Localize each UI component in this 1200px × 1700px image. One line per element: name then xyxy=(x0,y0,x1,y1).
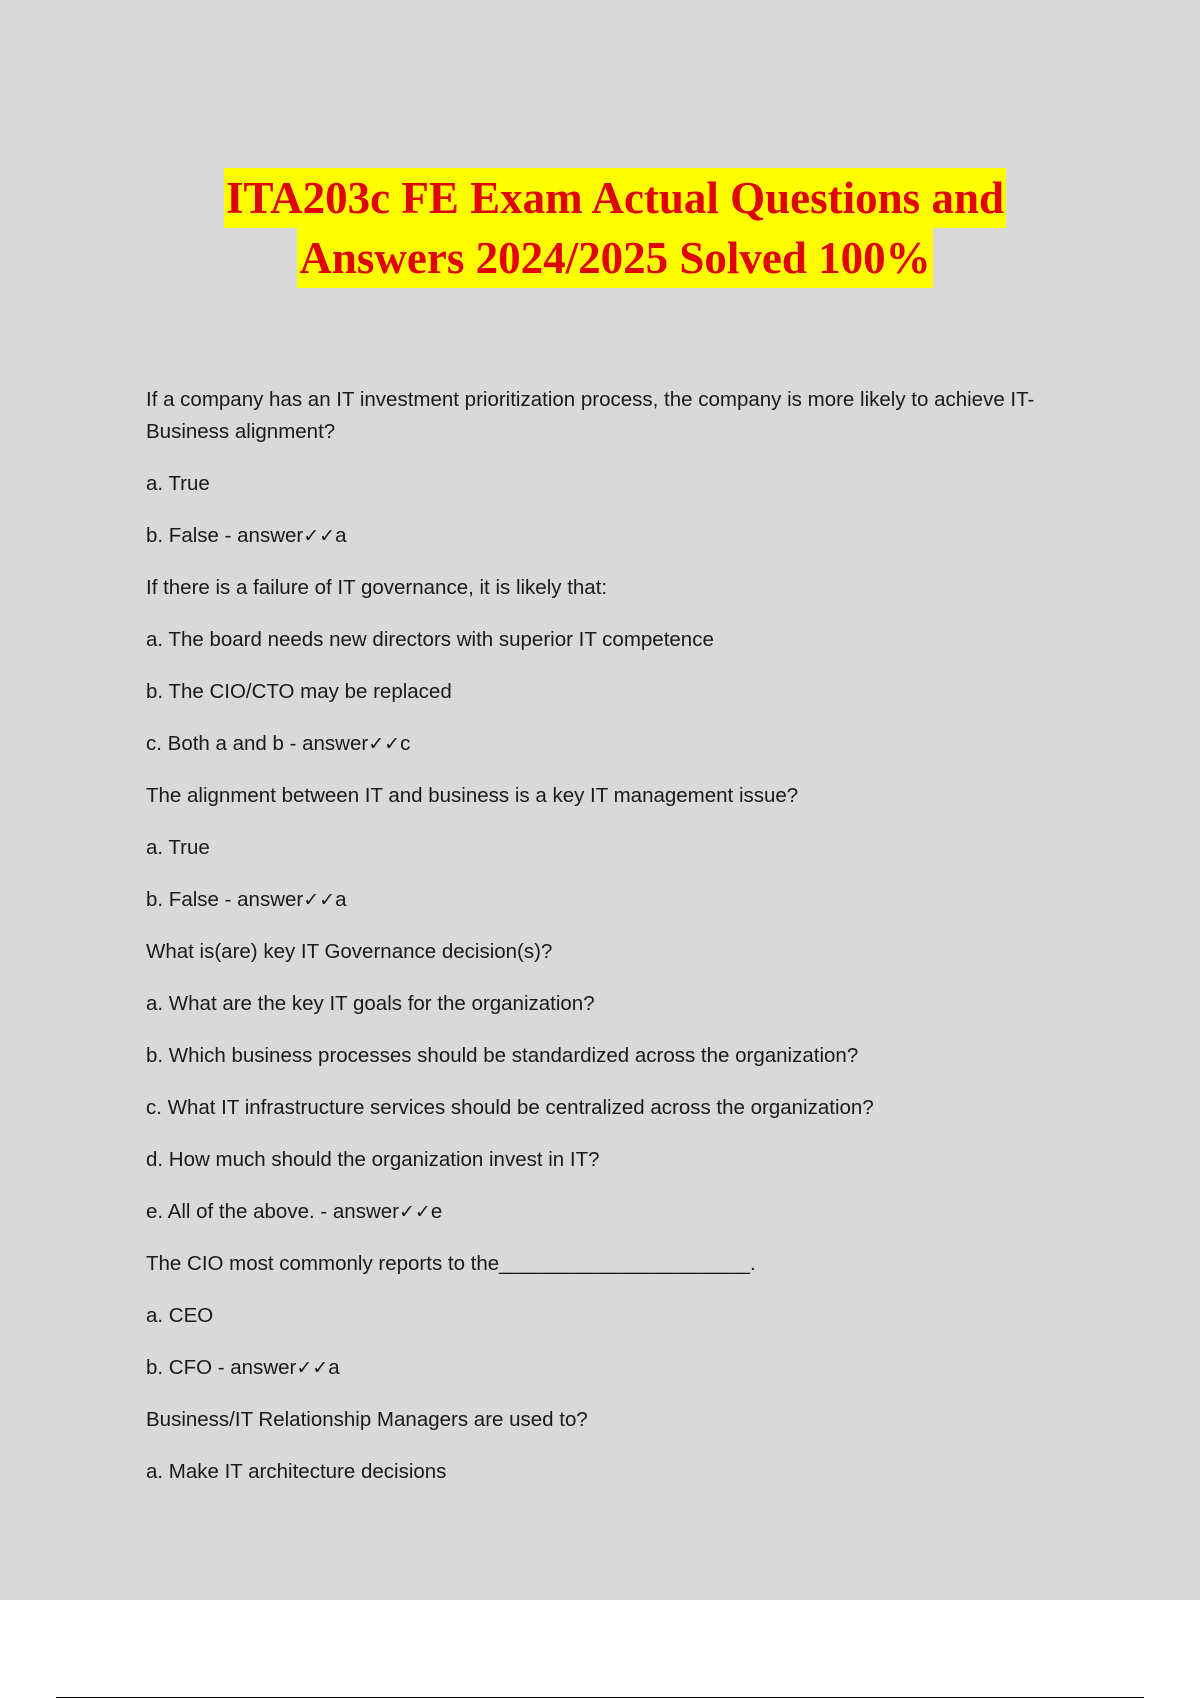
line-text: a. Make IT architecture decisions xyxy=(146,1460,447,1483)
line-text: If there is a failure of IT governance, it is likely that: xyxy=(146,576,608,599)
line-text: b. False - answer xyxy=(146,524,304,547)
title-line-1: ITA203c FE Exam Actual Questions and xyxy=(224,168,1006,228)
text-line xyxy=(146,1300,1096,1332)
text-line xyxy=(146,624,1096,656)
answer-letter: a xyxy=(335,524,347,547)
text-line xyxy=(146,572,1096,604)
line-text: The CIO most commonly reports to the______________________. xyxy=(146,1252,756,1275)
text-line xyxy=(146,832,1096,864)
check-mark-icon: ✓✓ xyxy=(398,1201,431,1223)
answer-letter: a xyxy=(328,1356,340,1379)
document-title xyxy=(0,168,1200,288)
text-line xyxy=(146,1404,1096,1436)
answer-letter: c xyxy=(400,732,411,755)
line-text: b. CFO - answer xyxy=(146,1356,297,1379)
line-text: a. True xyxy=(146,472,210,495)
question-list xyxy=(146,384,1096,1508)
text-line xyxy=(146,728,1096,760)
text-line xyxy=(146,780,1096,812)
text-line xyxy=(146,1352,1096,1384)
text-line xyxy=(146,468,1096,500)
text-line xyxy=(146,884,1096,916)
text-line xyxy=(146,936,1096,968)
line-text: What is(are) key IT Governance decision(s)? xyxy=(146,940,553,963)
text-line xyxy=(146,1196,1096,1228)
line-text: a. The board needs new directors with superior IT competence xyxy=(146,628,714,651)
text-line xyxy=(146,1456,1096,1488)
text-line xyxy=(146,988,1096,1020)
check-mark-icon: ✓✓ xyxy=(303,889,336,911)
line-text: a. True xyxy=(146,836,210,859)
text-line xyxy=(146,1144,1096,1176)
text-line xyxy=(146,1248,1096,1280)
check-mark-icon: ✓✓ xyxy=(303,525,336,547)
title-line-2: Answers 2024/2025 Solved 100% xyxy=(297,228,932,288)
line-text: b. Which business processes should be standardized across the organization? xyxy=(146,1044,859,1067)
line-text: Business/IT Relationship Managers are used to? xyxy=(146,1408,588,1431)
line-text: a. CEO xyxy=(146,1304,214,1327)
text-line xyxy=(146,1040,1096,1072)
text-line xyxy=(146,1092,1096,1124)
line-text: c. Both a and b - answer xyxy=(146,732,369,755)
line-text: d. How much should the organization invest in IT? xyxy=(146,1148,600,1171)
bottom-rule xyxy=(56,1697,1144,1698)
line-text: c. What IT infrastructure services should be centralized across the organization? xyxy=(146,1096,874,1119)
line-text: a. What are the key IT goals for the organization? xyxy=(146,992,595,1015)
text-line xyxy=(146,384,1096,448)
check-mark-icon: ✓✓ xyxy=(296,1357,329,1379)
text-line xyxy=(146,676,1096,708)
line-text: b. The CIO/CTO may be replaced xyxy=(146,680,452,703)
line-text: The alignment between IT and business is a key IT management issue? xyxy=(146,784,799,807)
answer-letter: a xyxy=(335,888,347,911)
line-text: e. All of the above. - answer xyxy=(146,1200,399,1223)
check-mark-icon: ✓✓ xyxy=(368,733,401,755)
line-text: b. False - answer xyxy=(146,888,304,911)
text-line xyxy=(146,520,1096,552)
line-text: If a company has an IT investment prioritization process, the company is more likely to achieve IT- Business alignment? xyxy=(146,388,1035,443)
answer-letter: e xyxy=(430,1200,443,1223)
